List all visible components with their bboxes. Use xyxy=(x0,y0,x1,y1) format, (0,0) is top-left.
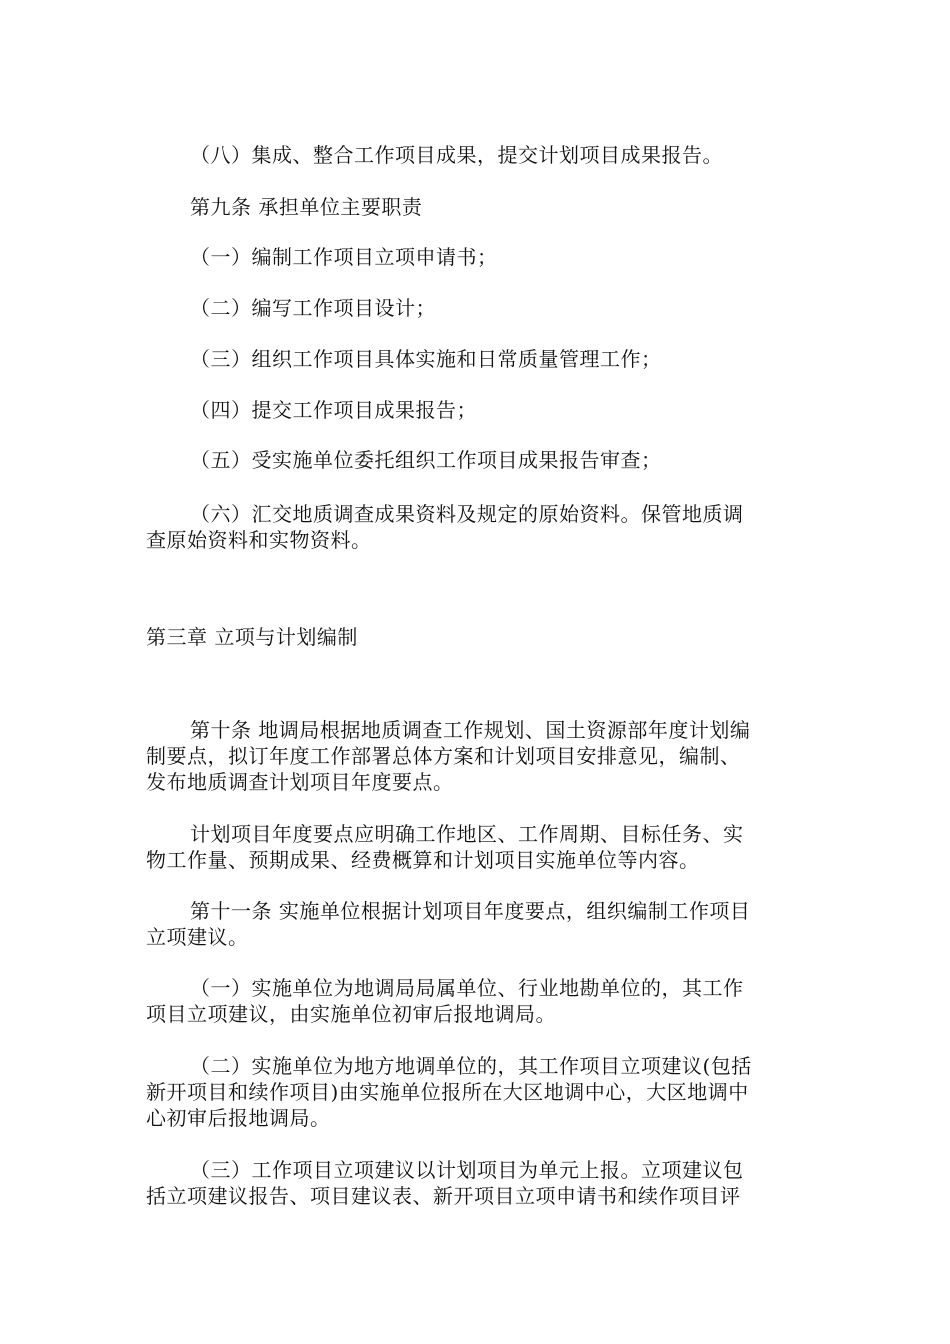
chapter-3-title: 第三章 立项与计划编制 xyxy=(146,625,358,649)
item-8-text: （八）集成、整合工作项目成果，提交计划项目成果报告。 xyxy=(190,143,723,167)
article-11-item-3-line-2: 括立项建议报告、项目建议表、新开项目立项申请书和续作项目评 xyxy=(146,1184,741,1208)
article-9-item-3: （三）组织工作项目具体实施和日常质量管理工作； xyxy=(190,347,662,371)
article-11-line-1: 第十一条 实施单位根据计划项目年度要点，组织编制工作项目 xyxy=(190,899,751,923)
article-10-line-2: 制要点，拟订年度工作部署总体方案和计划项目安排意见，编制、 xyxy=(146,744,741,768)
annual-points-line-1: 计划项目年度要点应明确工作地区、工作周期、目标任务、实 xyxy=(190,822,744,846)
article-11-item-2-line-3: 心初审后报地调局。 xyxy=(146,1106,331,1130)
article-9-item-1: （一）编制工作项目立项申请书； xyxy=(190,245,498,269)
article-9-item-6-line-1: （六）汇交地质调查成果资料及规定的原始资料。保管地质调 xyxy=(190,502,744,526)
article-9-item-2: （二）编写工作项目设计； xyxy=(190,296,436,320)
article-9-item-5: （五）受实施单位委托组织工作项目成果报告审查； xyxy=(190,448,662,472)
article-11-item-3-line-1: （三）工作项目立项建议以计划项目为单元上报。立项建议包 xyxy=(190,1158,744,1182)
article-9-item-4: （四）提交工作项目成果报告； xyxy=(190,398,477,422)
article-11-item-2-line-1: （二）实施单位为地方地调单位的，其工作项目立项建议(包括 xyxy=(190,1054,752,1078)
article-11-line-2: 立项建议。 xyxy=(146,925,249,949)
article-11-item-2-line-2: 新开项目和续作项目)由实施单位报所在大区地调中心，大区地调中 xyxy=(146,1080,749,1104)
article-9-item-6-line-2: 查原始资料和实物资料。 xyxy=(146,528,372,552)
article-11-item-1-line-2: 项目立项建议，由实施单位初审后报地调局。 xyxy=(146,1002,556,1026)
article-10-line-1: 第十条 地调局根据地质调查工作规划、国土资源部年度计划编 xyxy=(190,718,751,742)
article-11-item-1-line-1: （一）实施单位为地调局局属单位、行业地勘单位的，其工作 xyxy=(190,976,744,1000)
annual-points-line-2: 物工作量、预期成果、经费概算和计划项目实施单位等内容。 xyxy=(146,848,700,872)
article-10-line-3: 发布地质调查计划项目年度要点。 xyxy=(146,770,454,794)
article-9-title: 第九条 承担单位主要职责 xyxy=(190,195,423,219)
